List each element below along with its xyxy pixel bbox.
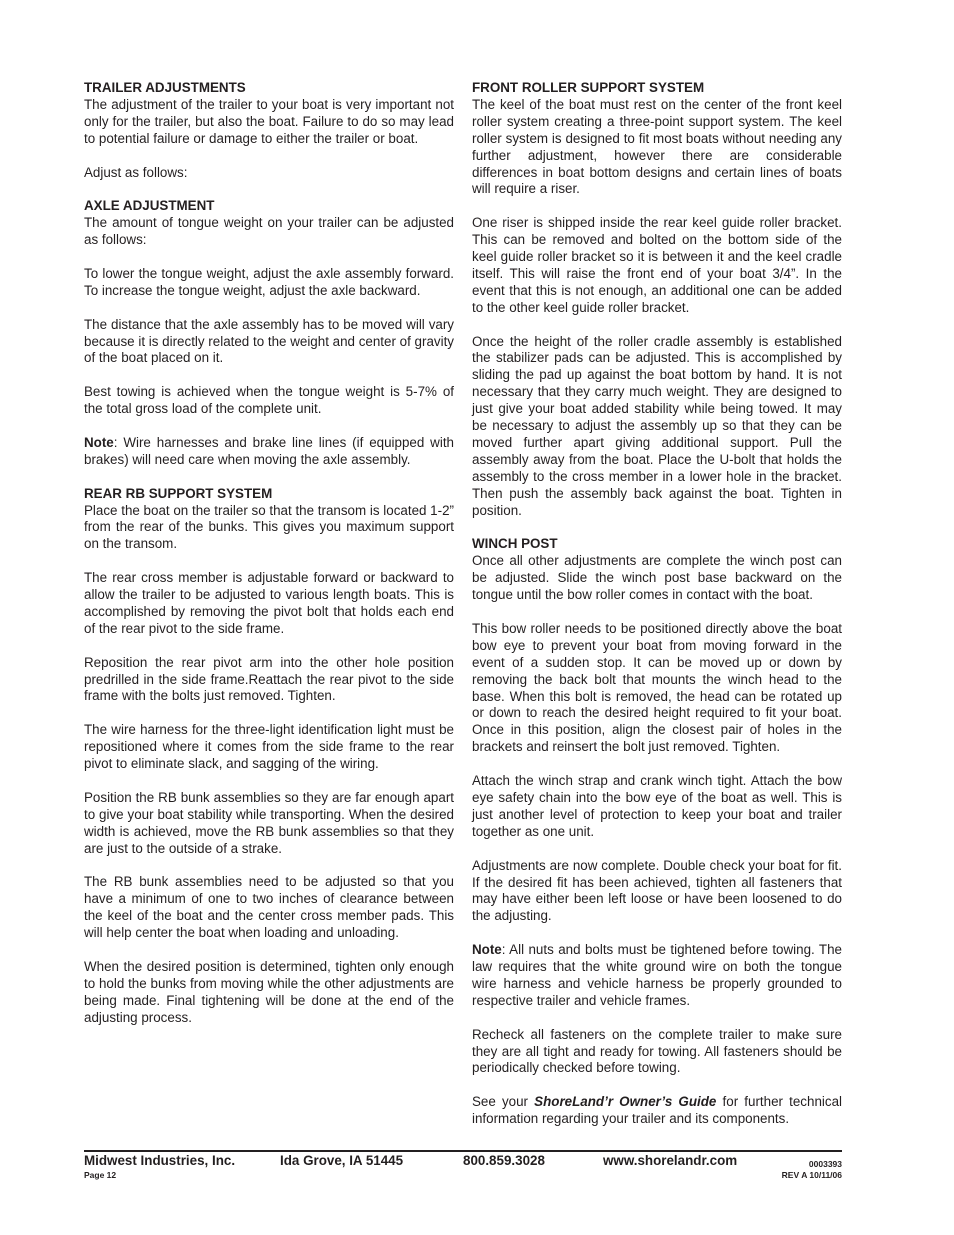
footer-doc-number: 0003393 bbox=[808, 1159, 842, 1169]
paragraph: Adjustments are now complete. Double check your boat for fit. If the desired fit has been achieved, tighten all fasteners that may have either been left loose or have been loosened to do the adjusting. bbox=[472, 857, 842, 924]
footer-phone: 800.859.3028 bbox=[463, 1153, 545, 1168]
paragraph: The amount of tongue weight on your trailer can be adjusted as follows: bbox=[84, 215, 454, 248]
paragraph: To lower the tongue weight, adjust the axle assembly forward. To increase the tongue weight, adjust the axle backward. bbox=[84, 265, 454, 298]
paragraph: Place the boat on the trailer so that the transom is located 1-2” from the rear of the bunks. This gives you maximum support on the transom. bbox=[84, 502, 454, 552]
left-column bbox=[84, 80, 454, 1043]
heading-front-roller-support: FRONT ROLLER SUPPORT SYSTEM bbox=[472, 80, 705, 95]
footer-website: www.shorelandr.com bbox=[603, 1153, 738, 1168]
paragraph: Once all other adjustments are complete the winch post can be adjusted. Slide the winch post base backward on the tongue until the bow roller comes in contact with the boat. bbox=[472, 553, 842, 603]
paragraph: When the desired position is determined, tighten only enough to hold the bunks from moving while the other adjustments are being made. Final tightening will be done at the end of the adjusting process. bbox=[84, 958, 454, 1025]
paragraph: Once the height of the roller cradle assembly is established the stabilizer pads can be adjusted. This is accomplished by sliding the pad up against the boat bottom by hand. It is not necessary that they carry much weight. They are designed to just give your boat added stability while being towed. It may be necessary to adjust the assembly up so that they can be moved further apart giving additional support. Pull the assembly away from the boat. Place the U-bolt that holds the assembly to the cross member in a lower hole in the bracket. Then push the assembly back against the boat. Tighten in position. bbox=[472, 333, 842, 518]
paragraph: This bow roller needs to be positioned directly above the boat bow eye to prevent your boat from moving forward in the event of a sudden stop. It can be moved up or down by removing the back bolt that mounts the winch head to the base. When this bolt is removed, the head can be rotated up or down to reach the desired height required to fit your boat. Once in this position, align the closest pair of holes in the brackets and reinsert the bolt just removed. Tighten. bbox=[472, 620, 842, 755]
note-text: : All nuts and bolts must be tightened before towing. The law requires that the white ground wire on both the tongue wire harness and vehicle harness be properly grounded to respective trailer and vehicle frames. bbox=[472, 942, 842, 1008]
paragraph: Recheck all fasteners on the complete trailer to make sure they are all tight and ready for towing. All fasteners should be periodically checked before towing. bbox=[472, 1026, 842, 1076]
guide-pre-text: See your bbox=[472, 1094, 535, 1110]
footer-revision: REV A 10/11/06 bbox=[781, 1170, 842, 1180]
paragraph: The adjustment of the trailer to your boat is very important not only for the trailer, but also the boat. Failure to do so may lead to potential failure or damage to either the trailer or boat. bbox=[84, 96, 454, 146]
paragraph: Adjust as follows: bbox=[84, 164, 188, 180]
heading-trailer-adjustments: TRAILER ADJUSTMENTS bbox=[84, 80, 246, 95]
section-rear-rb-support bbox=[84, 486, 454, 1027]
paragraph: Position the RB bunk assemblies so they are far enough apart to give your boat stability while transporting. When the desired width is achieved, move the RB bunk assemblies so that they are just to the outside of a strake. bbox=[84, 789, 454, 856]
note-label: Note bbox=[84, 434, 114, 450]
heading-axle-adjustment: AXLE ADJUSTMENT bbox=[84, 198, 215, 214]
paragraph: The rear cross member is adjustable forward or backward to allow the trailer to be adjusted to various length boats. This is accomplished by removing the pivot bolt that holds each end of the rear pivot to the side frame. bbox=[84, 570, 454, 636]
heading-winch-post: WINCH POST bbox=[472, 536, 558, 552]
note-label: Note bbox=[472, 942, 502, 958]
owners-guide-paragraph bbox=[472, 1094, 842, 1128]
paragraph: Best towing is achieved when the tongue weight is 5-7% of the total gross load of the complete unit. bbox=[84, 384, 454, 417]
right-column bbox=[472, 80, 842, 1145]
owners-guide-title: ShoreLand’r Owner’s Guide bbox=[534, 1094, 717, 1110]
paragraph: The wire harness for the three-light identification light must be repositioned where it comes from the side frame to the rear pivot to eliminate slack, and sagging of the wiring. bbox=[84, 722, 454, 772]
section-axle-adjustment bbox=[84, 198, 454, 468]
paragraph: The RB bunk assemblies need to be adjusted so that you have a minimum of one to two inches of clearance between the keel of the boat and the center cross member pads. This will help center the boat when loading and unloading. bbox=[84, 874, 454, 941]
paragraph: One riser is shipped inside the rear keel guide roller bracket. This can be removed and bolted on the bottom side of the keel guide roller bracket so it is between it and the keel cradle itself. This will raise the front end of your boat 3/4”. In the event that this is not enough, an additional one can be added to the other keel guide roller bracket. bbox=[472, 215, 842, 315]
note-text: : Wire harnesses and brake line lines (if equipped with brakes) will need care when moving the axle assembly. bbox=[84, 434, 454, 467]
section-trailer-adjustments bbox=[84, 80, 454, 181]
guide-post-text: for further technical information regarding your trailer and its components. bbox=[472, 1094, 842, 1127]
footer-company: Midwest Industries, Inc. bbox=[84, 1153, 236, 1168]
paragraph: Reposition the rear pivot arm into the other hole position predrilled in the side frame.Reattach the rear pivot to the side frame with the bolts just removed. Tighten. bbox=[84, 654, 454, 704]
footer-location: Ida Grove, IA 51445 bbox=[280, 1153, 404, 1168]
paragraph: The keel of the boat must rest on the center of the front keel roller system creating a three-point support system. The keel roller system is designed to fit most boats without needing any further adjustment, however there are considerable differences in boat bottom designs and certain lines of boats will require a riser. bbox=[472, 96, 842, 197]
paragraph: Attach the winch strap and crank winch tight. Attach the bow eye safety chain into the bow eye of the boat as well. This is just another level of protection to keep your boat and trailer together as one unit. bbox=[472, 773, 842, 839]
note-paragraph bbox=[84, 435, 454, 469]
footer-page-number: Page 12 bbox=[84, 1170, 117, 1180]
footer-divider bbox=[84, 1150, 842, 1152]
section-winch-post bbox=[472, 536, 842, 1128]
paragraph: The distance that the axle assembly has to be moved will vary because it is directly related to the weight and center of gravity of the boat placed on it. bbox=[84, 316, 454, 366]
heading-rear-rb-support: REAR RB SUPPORT SYSTEM bbox=[84, 485, 273, 501]
section-front-roller-support bbox=[472, 80, 842, 520]
note-paragraph bbox=[472, 942, 842, 1010]
